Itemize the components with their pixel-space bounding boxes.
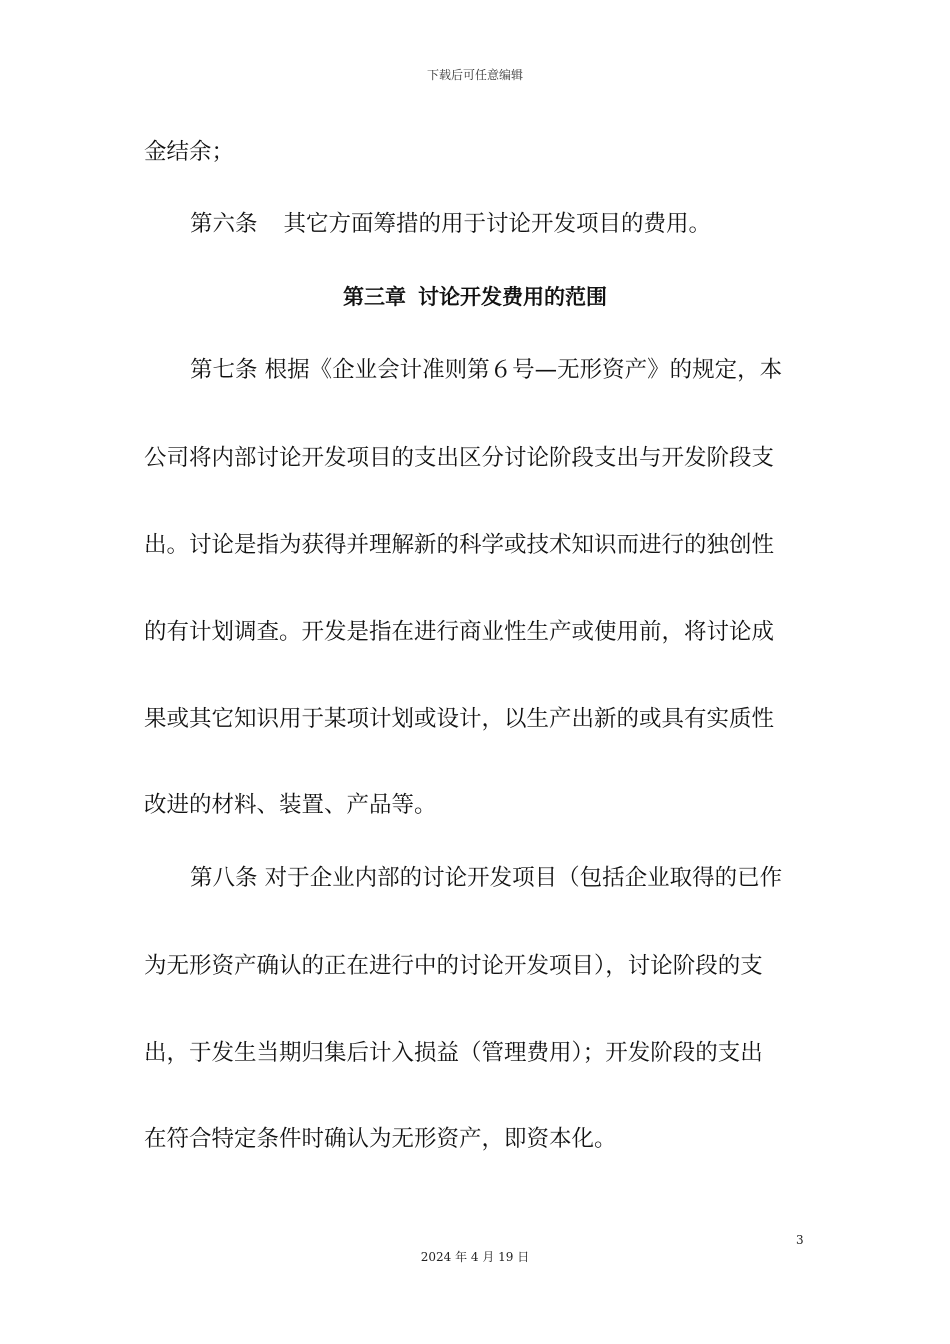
- paragraph-line: 金结余；: [144, 139, 235, 165]
- article-7-line: 改进的材料、装置、产品等。: [144, 792, 437, 818]
- article-7-line: 出。讨论是指为获得并理解新的科学或技术知识而进行的独创性: [144, 532, 775, 558]
- article-6: [190, 209, 870, 239]
- chapter-heading: [0, 282, 950, 312]
- chapter-title: 讨论开发费用的范围: [418, 285, 607, 309]
- chapter-number: 第三章: [343, 285, 406, 309]
- article-8-line: 出，于发生当期归集后计入损益（管理费用）；开发阶段的支出: [144, 1040, 763, 1066]
- article-7-line: 第七条 根据《企业会计准则第６号—无形资产》的规定，本: [190, 357, 783, 383]
- article-8-line: 第八条 对于企业内部的讨论开发项目（包括企业取得的已作: [190, 865, 783, 891]
- page-number: 3: [796, 1233, 804, 1247]
- page-header: 下载后可任意编辑: [426, 68, 523, 82]
- footer-date: 2024 年 4 月 19 日: [420, 1250, 530, 1264]
- article-6-text: 其它方面筹措的用于讨论开发项目的费用。: [283, 211, 712, 237]
- article-7-line: 果或其它知识用于某项计划或设计，以生产出新的或具有实质性: [144, 706, 775, 732]
- article-7-line: 的有计划调查。开发是指在进行商业性生产或使用前，将讨论成: [144, 619, 775, 645]
- article-6-number: 第六条: [190, 211, 258, 237]
- article-7-line: 公司将内部讨论开发项目的支出区分讨论阶段支出与开发阶段支: [144, 445, 775, 471]
- article-8-line: 在符合特定条件时确认为无形资产，即资本化。: [144, 1126, 617, 1152]
- article-8-line: 为无形资产确认的正在进行中的讨论开发项目），讨论阶段的支: [144, 953, 763, 979]
